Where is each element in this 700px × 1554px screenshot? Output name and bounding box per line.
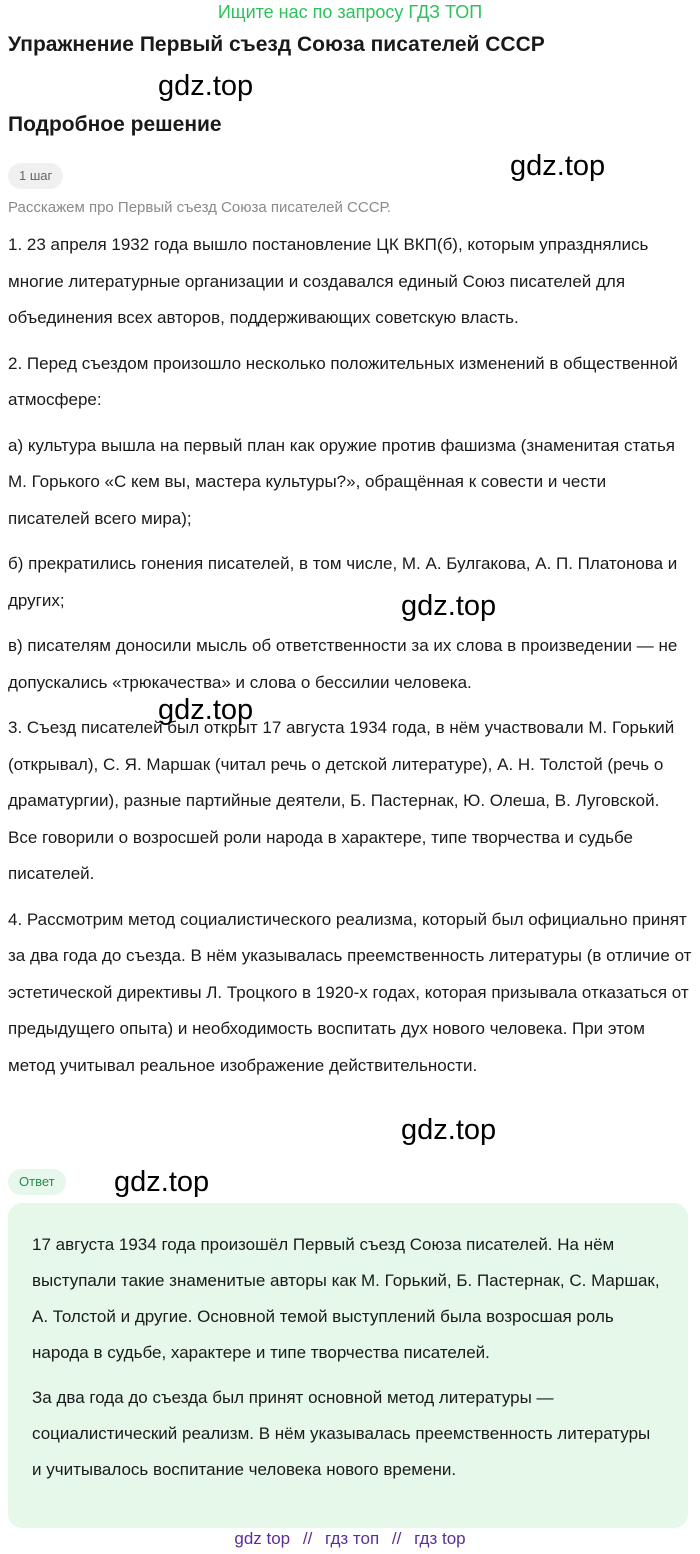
- intro-text: Расскажем про Первый съезд Союза писателей СССР.: [8, 199, 391, 216]
- footer-link[interactable]: гдз top: [414, 1529, 466, 1548]
- paragraph: 1. 23 апреля 1932 года вышло постановление ЦК ВКП(б), которым упразднялись многие литературные организации и создавался единый Союз писателей для объединения всех авторов, поддерживающих советскую власть.: [8, 235, 649, 327]
- answer-box: [8, 1203, 688, 1528]
- footer-link[interactable]: gdz top: [234, 1529, 291, 1548]
- footer-links: [0, 1527, 700, 1551]
- watermark: gdz.top: [158, 70, 254, 102]
- paragraph: 3. Съезд писателей был открыт 17 августа 1934 года, в нём участвовали М. Горький (открывал), С. Я. Маршак (читал речь о детской литературе), А. Н. Толстой (речь о драматургии), разные партийные деятели, Б. Пастернак, Ю. Олеша, В. Луговской. Все говорили о возросшей роли народа в характере, типе творчества и судьбе писателей.: [8, 718, 675, 883]
- watermark: gdz.top: [510, 150, 606, 182]
- paragraph: 2. Перед съездом произошло несколько положительных изменений в общественной атмосфере:: [8, 353, 678, 409]
- footer-separator: //: [302, 1529, 313, 1548]
- answer-paragraph: 17 августа 1934 года произошёл Первый съезд Союза писателей. На нём выступали такие знаменитые авторы как М. Горький, Б. Пастернак, С. Маршак, А. Толстой и другие. Основной темой выступлений была возросшая роль народа в судьбе, характере и типе творчества писателей.: [32, 1235, 660, 1362]
- paragraph: а) культура вышла на первый план как оружие против фашизма (знаменитая статья М. Горького «С кем вы, мастера культуры?», обращённая к совести и чести писателей всего мира);: [8, 435, 676, 528]
- watermark: gdz.top: [401, 590, 497, 622]
- watermark: gdz.top: [401, 1114, 497, 1146]
- solution-content: [8, 227, 692, 1093]
- paragraph: в) писателям доносили мысль об ответственности за их слова в произведении — не допускались «трюкачества» и слова о бессилии человека.: [8, 636, 678, 692]
- watermark: gdz.top: [114, 1166, 210, 1198]
- watermark: gdz.top: [158, 694, 254, 726]
- page-title: Упражнение Первый съезд Союза писателей СССР: [8, 33, 545, 56]
- footer-separator: //: [391, 1529, 402, 1548]
- footer-link[interactable]: гдз топ: [325, 1529, 380, 1548]
- search-banner: Ищите нас по запросу ГДЗ ТОП: [217, 2, 483, 22]
- paragraph: б) прекратились гонения писателей, в том числе, М. А. Булгакова, А. П. Платонова и других;: [8, 554, 678, 610]
- section-title: Подробное решение: [8, 113, 222, 136]
- answer-badge: Ответ: [8, 1169, 66, 1195]
- paragraph: 4. Рассмотрим метод социалистического реализма, который был официально принят за два года до съезда. В нём указывалась преемственность литературы (в отличие от эстетической директивы Л. Троцкого в 1920-х годах, которая призывала отказаться от предыдущего опыта) и необходимость воспитать дух нового человека. При этом метод учитывал реальное изображение действительности.: [8, 909, 692, 1075]
- answer-paragraph: За два года до съезда был принят основной метод литературы — социалистический реализм. В нём указывалась преемственность литературы и учитывалось воспитание человека нового времени.: [32, 1388, 651, 1479]
- step-badge: 1 шаг: [8, 163, 63, 189]
